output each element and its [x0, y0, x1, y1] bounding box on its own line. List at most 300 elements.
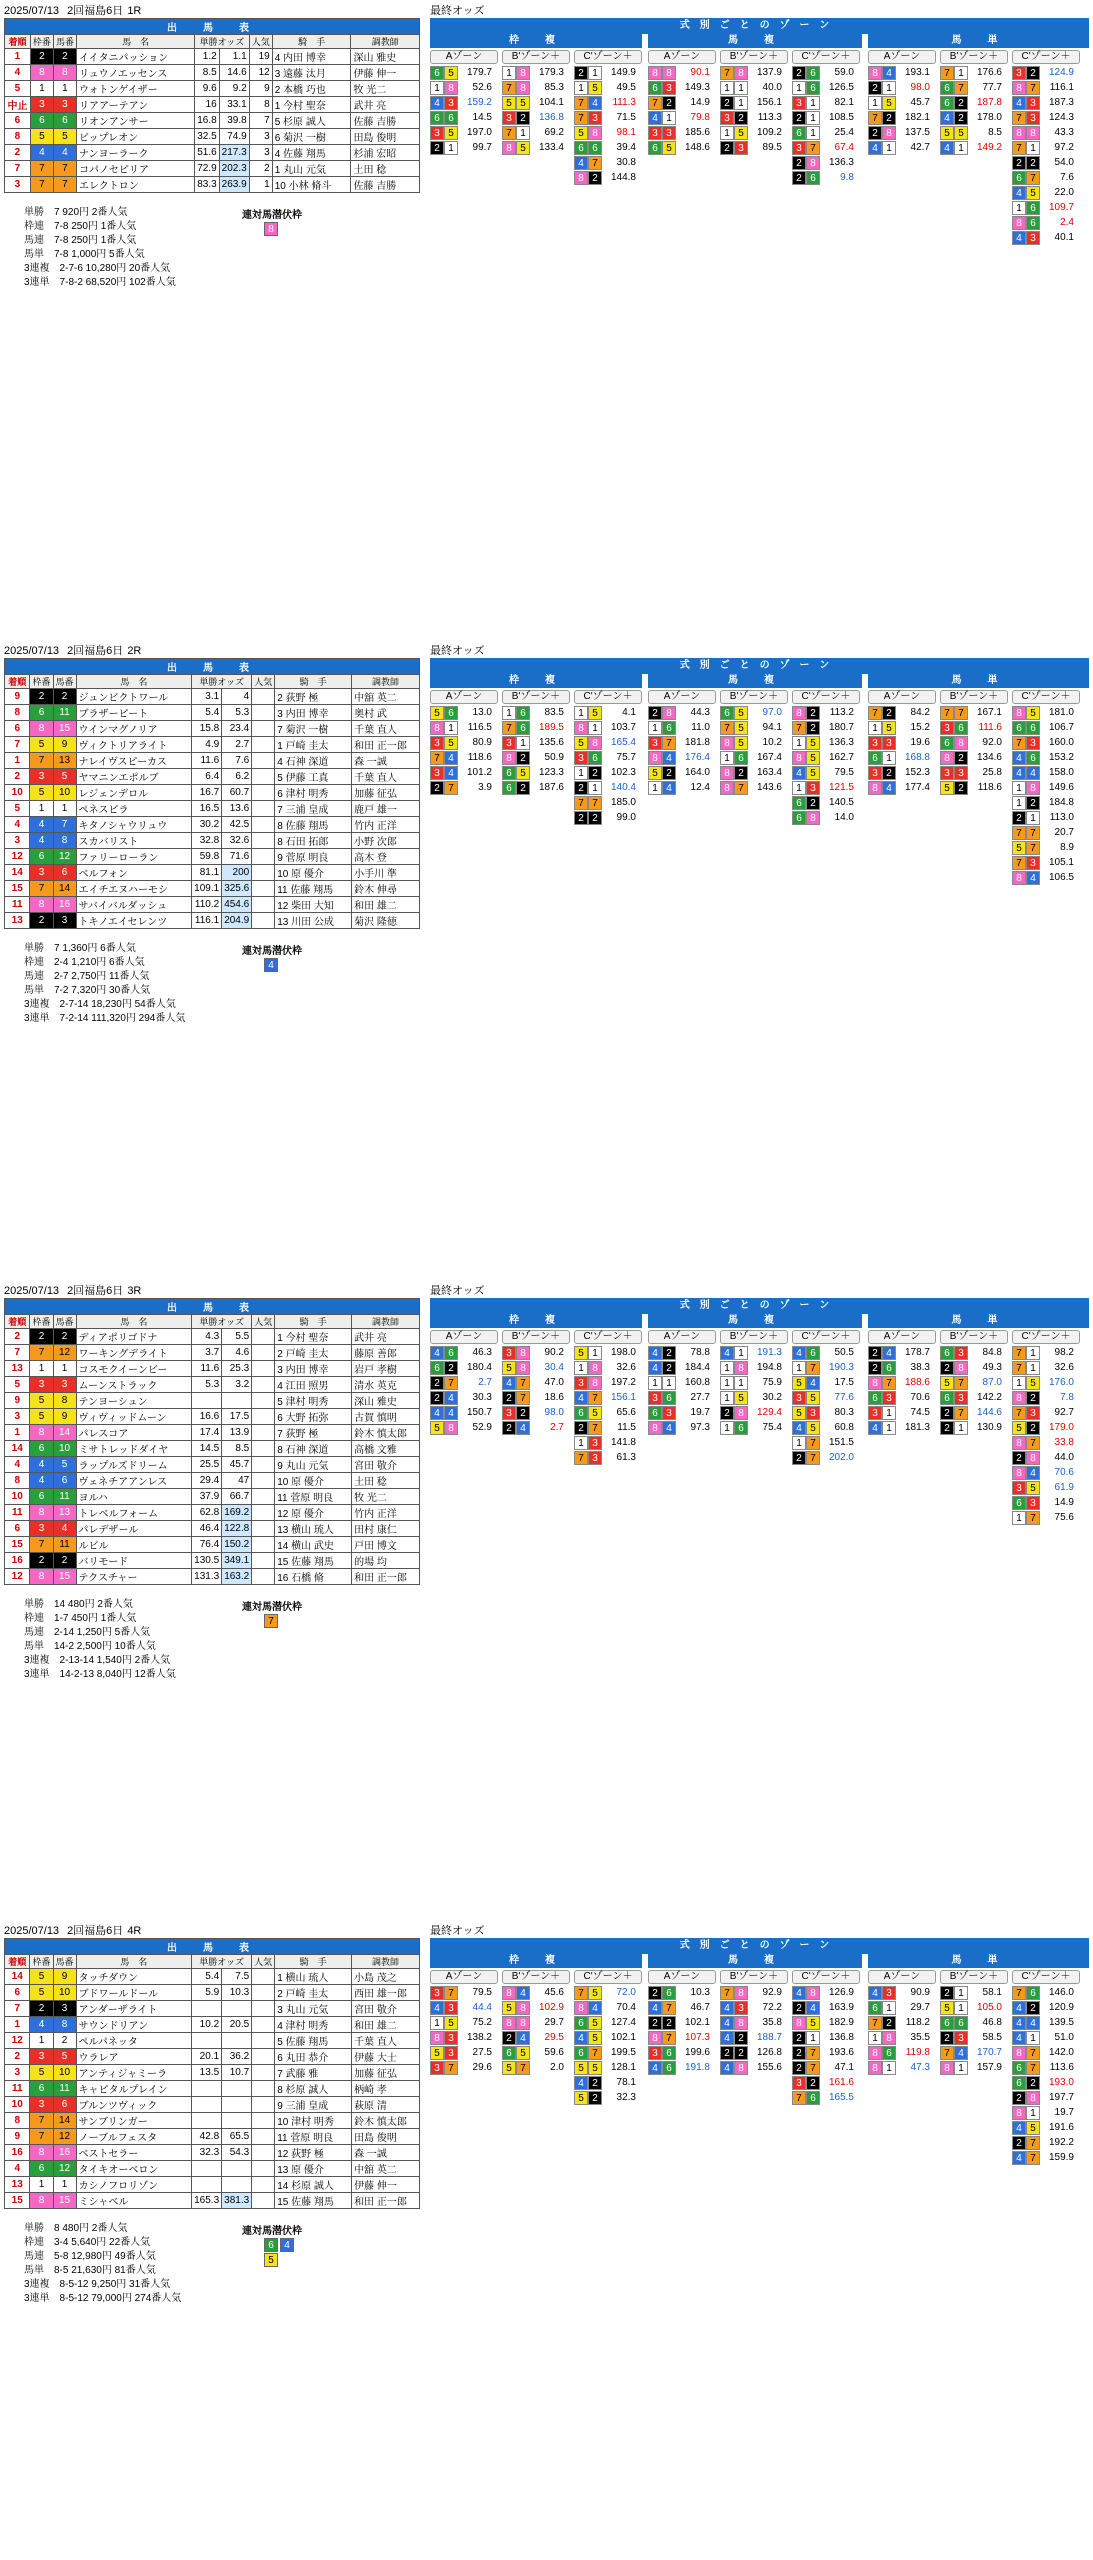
zone-pair-row: [430, 111, 494, 125]
pair-left-number: 8: [574, 171, 588, 185]
horse-row: [5, 2161, 420, 2177]
zone-pair-row: [574, 1986, 638, 2000]
zone-pair-row: [574, 2091, 638, 2105]
pair-right-number: 8: [806, 1986, 820, 2000]
zone-c-header-tan[interactable]: C'ゾーン＋: [1012, 1330, 1080, 1344]
zone-pair-row: [940, 751, 1004, 765]
zone-pair-row: [648, 781, 712, 795]
col-header-uma: 馬番: [53, 1955, 76, 1969]
pair-right-number: 1: [588, 781, 602, 795]
zone-pair-row: [430, 706, 494, 720]
zone-pair-row: [792, 1346, 856, 1360]
horse-number: 3: [53, 97, 76, 113]
pair-odds-value: 98.2: [1054, 1347, 1074, 1358]
pair-left-number: 6: [868, 2001, 882, 2015]
zone-a-header-uma[interactable]: Aゾーン: [648, 1330, 716, 1344]
pair-right-number: 2: [1026, 1391, 1040, 1405]
payout-line: 単勝 14 480円 2番人気: [24, 1599, 133, 1610]
zone-pair-row: [940, 1376, 1004, 1390]
pair-odds-value: 11.0: [691, 722, 710, 733]
zone-c-header-uma[interactable]: C'ゾーン＋: [792, 690, 860, 704]
zone-pair-row: [940, 2016, 1004, 2030]
zone-c-header-uma[interactable]: C'ゾーン＋: [792, 1330, 860, 1344]
zone-pair-row: [940, 126, 1004, 140]
finish-position: 12: [5, 849, 30, 865]
pair-left-number: 6: [792, 811, 806, 825]
pair-odds-value: 142.2: [976, 1392, 1002, 1403]
pair-odds-value: 19.7: [690, 1407, 710, 1418]
pair-right-number: 1: [806, 111, 820, 125]
pair-left-number: 4: [868, 141, 882, 155]
pair-odds-value: 25.4: [834, 127, 854, 138]
zone-c-header-waku[interactable]: C'ゾーン＋: [574, 690, 642, 704]
pair-right-number: 6: [806, 171, 820, 185]
finish-position: 8: [5, 705, 30, 721]
horse-row: [5, 1473, 420, 1489]
zone-pair-row: [792, 1361, 856, 1375]
popularity-rank: [252, 721, 275, 737]
trainer-name: 藤原 善郎: [352, 1345, 420, 1361]
zone-a-header-uma[interactable]: Aゾーン: [648, 50, 716, 64]
zone-pair-row: [868, 141, 932, 155]
zone-pair-row: [1012, 706, 1076, 720]
pair-odds-value: 187.6: [538, 782, 564, 793]
pair-right-number: 7: [444, 1986, 458, 2000]
pair-right-number: 7: [662, 2001, 676, 2015]
zone-pair-row: [792, 2031, 856, 2045]
pair-odds-value: 113.0: [1049, 812, 1074, 823]
odds-current: 325.6: [222, 881, 252, 897]
pair-left-number: 3: [502, 736, 516, 750]
zone-c-header-uma[interactable]: C'ゾーン＋: [792, 50, 860, 64]
pair-right-number: 3: [662, 81, 676, 95]
waku-number: 7: [30, 753, 53, 769]
pair-left-number: 2: [502, 1391, 516, 1405]
pair-odds-value: 46.3: [472, 1347, 492, 1358]
odds-current: 60.7: [222, 785, 252, 801]
zone-b-header-uma[interactable]: B'ゾーン＋: [720, 50, 788, 64]
jockey-name: 5 杉原 誠人: [272, 113, 351, 129]
pair-right-number: 5: [588, 1406, 602, 1420]
pair-right-number: 7: [516, 2061, 530, 2075]
latent-waku-label: 連対馬潜伏枠: [242, 1602, 302, 1613]
finish-position: 2: [5, 145, 31, 161]
horse-row: [5, 1441, 420, 1457]
col-header-waku: 枠番: [30, 675, 53, 689]
pair-odds-value: 118.6: [977, 782, 1002, 793]
pair-right-number: 2: [1026, 796, 1040, 810]
waku-number: 2: [30, 689, 53, 705]
zone-pair-row: [502, 2046, 566, 2060]
pair-odds-value: 162.7: [828, 752, 854, 763]
jockey-name: 6 丸田 恭介: [275, 2049, 352, 2065]
zone-pair-row: [792, 1406, 856, 1420]
jockey-name: 13 横山 琉人: [275, 1521, 352, 1537]
odds-current: 8.5: [222, 1441, 252, 1457]
zone-pair-row: [502, 1986, 566, 2000]
horse-number: 9: [53, 737, 76, 753]
pair-left-number: 4: [574, 156, 588, 170]
zone-a-header-tan[interactable]: Aゾーン: [868, 1970, 936, 1984]
pair-odds-value: 151.5: [828, 1437, 854, 1448]
zone-pair-row: [720, 1346, 784, 1360]
odds-current: 13.6: [222, 801, 252, 817]
pair-right-number: 1: [516, 126, 530, 140]
popularity-rank: [252, 1569, 275, 1585]
popularity-rank: [252, 1441, 275, 1457]
pair-odds-value: 98.0: [544, 1407, 564, 1418]
zone-b-header-waku[interactable]: B'ゾーン＋: [502, 690, 570, 704]
zone-a-header-uma[interactable]: Aゾーン: [648, 1970, 716, 1984]
odds-current: 163.2: [222, 1569, 252, 1585]
zone-b-header-uma[interactable]: B'ゾーン＋: [720, 690, 788, 704]
zone-pair-row: [648, 2031, 712, 2045]
horse-row: [5, 817, 420, 833]
finish-position: 5: [5, 1377, 30, 1393]
zone-pair-row: [648, 126, 712, 140]
odds-current: 65.5: [222, 2129, 252, 2145]
zone-pair-row: [940, 2061, 1004, 2075]
pair-right-number: 1: [882, 1421, 896, 1435]
pair-right-number: 3: [444, 96, 458, 110]
pair-odds-value: 126.5: [828, 82, 854, 93]
pair-odds-value: 90.2: [544, 1347, 564, 1358]
odds-morning: 25.5: [192, 1457, 222, 1473]
pair-odds-value: 158.0: [1048, 767, 1074, 778]
horse-name: キタノシャウリュウ: [76, 817, 192, 833]
odds-current: [222, 2097, 252, 2113]
pair-odds-value: 27.7: [690, 1392, 710, 1403]
pair-right-number: 8: [882, 2031, 896, 2045]
zone-pair-row: [868, 1346, 932, 1360]
waku-number: 1: [30, 801, 53, 817]
trainer-name: 和田 正一郎: [352, 1569, 420, 1585]
col-header-odds: 単勝オッズ: [192, 1955, 252, 1969]
horse-name: ヴェネチアアンレス: [76, 1473, 192, 1489]
zone-pair-row: [940, 1361, 1004, 1375]
pair-right-number: 2: [516, 111, 530, 125]
horse-name: ブラザーピート: [76, 705, 192, 721]
pair-odds-value: 32.6: [1054, 1362, 1074, 1373]
popularity-rank: [252, 1473, 275, 1489]
pair-left-number: 7: [1012, 826, 1026, 840]
payout-line: 3連複 8-5-12 9,250円 31番人気: [24, 2279, 171, 2290]
zone-b-header-tan[interactable]: B'ゾーン＋: [940, 690, 1008, 704]
pair-left-number: 8: [648, 2031, 662, 2045]
pair-odds-value: 149.2: [976, 142, 1002, 153]
pair-odds-value: 29.5: [544, 2032, 564, 2043]
odds-morning: 51.6: [195, 145, 219, 161]
zone-pair-row: [792, 1436, 856, 1450]
finish-position: 6: [5, 721, 30, 737]
pair-odds-value: 176.0: [1048, 1377, 1074, 1388]
odds-current: 17.5: [222, 1409, 252, 1425]
zone-pair-row: [502, 2061, 566, 2075]
pair-odds-value: 3.9: [478, 782, 492, 793]
pair-right-number: 4: [662, 1421, 676, 1435]
zone-b-header-waku[interactable]: B'ゾーン＋: [502, 1970, 570, 1984]
pair-left-number: 2: [574, 781, 588, 795]
pair-odds-value: 61.9: [1054, 1482, 1074, 1493]
race-number: 4R: [127, 1925, 142, 1937]
zone-pair-row: [1012, 201, 1076, 215]
jockey-name: 10 小林 脩斗: [272, 177, 351, 193]
pair-odds-value: 136.8: [828, 2032, 854, 2043]
zone-pair-row: [574, 766, 638, 780]
pair-left-number: 3: [868, 736, 882, 750]
pair-left-number: 1: [868, 2031, 882, 2045]
zone-c-header-tan[interactable]: C'ゾーン＋: [1012, 50, 1080, 64]
pair-left-number: 2: [1012, 2091, 1026, 2105]
zone-pair-row: [574, 81, 638, 95]
zone-c-header-tan[interactable]: C'ゾーン＋: [1012, 1970, 1080, 1984]
zone-c-header-uma[interactable]: C'ゾーン＋: [792, 1970, 860, 1984]
pair-odds-value: 20.7: [1054, 827, 1074, 838]
zone-b-header-tan[interactable]: B'ゾーン＋: [940, 1330, 1008, 1344]
odds-current: [222, 2113, 252, 2129]
zone-a-header-waku[interactable]: Aゾーン: [430, 1970, 498, 1984]
zone-pair-row: [868, 126, 932, 140]
pair-odds-value: 85.3: [544, 82, 564, 93]
finish-position: 4: [5, 817, 30, 833]
pair-left-number: 4: [430, 2001, 444, 2015]
pair-right-number: 4: [954, 2046, 968, 2060]
payout-line: 馬連 2-14 1,250円 5番人気: [24, 1627, 151, 1638]
horse-number: 5: [53, 2049, 76, 2065]
waku-number: 2: [30, 1329, 53, 1345]
zone-pair-row: [574, 126, 638, 140]
pair-left-number: 2: [792, 1451, 806, 1465]
pair-right-number: 8: [734, 2061, 748, 2075]
horse-name: ワーキングデライト: [76, 1345, 192, 1361]
popularity-rank: [252, 801, 275, 817]
pair-left-number: 6: [940, 1346, 954, 1360]
zone-c-header-tan[interactable]: C'ゾーン＋: [1012, 690, 1080, 704]
horse-row: [5, 129, 420, 145]
pair-odds-value: 184.4: [684, 1362, 710, 1373]
pair-left-number: 7: [648, 96, 662, 110]
zone-pair-row: [430, 1346, 494, 1360]
zone-c-header-waku[interactable]: C'ゾーン＋: [574, 50, 642, 64]
finish-position: 8: [5, 1473, 30, 1489]
jockey-name: 1 戸崎 圭太: [275, 737, 352, 753]
pair-odds-value: 71.5: [616, 112, 636, 123]
pair-left-number: 2: [430, 141, 444, 155]
pair-left-number: 2: [648, 1986, 662, 2000]
pair-odds-value: 58.1: [982, 1987, 1002, 1998]
waku-number: 3: [30, 2049, 53, 2065]
pair-odds-value: 187.3: [1048, 97, 1074, 108]
odds-current: 66.7: [222, 1489, 252, 1505]
pair-right-number: 4: [882, 781, 896, 795]
zone-pair-row: [940, 766, 1004, 780]
pair-left-number: 2: [648, 2016, 662, 2030]
horse-number: 13: [53, 1505, 76, 1521]
waku-number: 8: [30, 1425, 53, 1441]
pair-right-number: 1: [588, 66, 602, 80]
zone-b-header-waku[interactable]: B'ゾーン＋: [502, 50, 570, 64]
pair-odds-value: 176.6: [976, 67, 1002, 78]
zone-a-header-uma[interactable]: Aゾーン: [648, 690, 716, 704]
zone-group-uma: 馬 複: [648, 1954, 862, 1968]
trainer-name: 森 一誠: [352, 753, 420, 769]
pair-left-number: 8: [502, 1986, 516, 2000]
zone-pair-row: [574, 66, 638, 80]
pair-left-number: 2: [792, 171, 806, 185]
zone-pair-row: [502, 1346, 566, 1360]
pair-left-number: 8: [720, 781, 734, 795]
odds-morning: 62.8: [192, 1505, 222, 1521]
horse-number: 3: [53, 1377, 76, 1393]
pair-left-number: 1: [1012, 796, 1026, 810]
col-header-trainer: 調教師: [351, 35, 420, 49]
zone-pair-row: [574, 1451, 638, 1465]
pair-right-number: 2: [734, 2046, 748, 2060]
pair-right-number: 3: [882, 1986, 896, 2000]
popularity-rank: [252, 737, 275, 753]
pair-odds-value: 140.5: [828, 797, 854, 808]
pair-right-number: 4: [588, 96, 602, 110]
col-header-trainer: 調教師: [352, 1955, 420, 1969]
trainer-name: 土田 稔: [352, 1473, 420, 1489]
pair-right-number: 4: [1026, 766, 1040, 780]
horse-row: [5, 2049, 420, 2065]
zone-b-header-uma[interactable]: B'ゾーン＋: [720, 1970, 788, 1984]
jockey-name: 16 石橋 脩: [275, 1569, 352, 1585]
zone-c-header-waku[interactable]: C'ゾーン＋: [574, 1330, 642, 1344]
pair-right-number: 7: [588, 1421, 602, 1435]
pair-right-number: 5: [588, 81, 602, 95]
zone-a-header-tan[interactable]: Aゾーン: [868, 690, 936, 704]
pair-odds-value: 197.2: [610, 1377, 636, 1388]
horse-name: ファリーローラン: [76, 849, 192, 865]
pair-odds-value: 75.6: [1054, 1512, 1074, 1523]
pair-odds-value: 133.4: [538, 142, 564, 153]
zone-pair-row: [648, 1986, 712, 2000]
horse-number: 10: [53, 785, 76, 801]
pair-left-number: 1: [720, 1391, 734, 1405]
jockey-name: 8 杉原 誠人: [275, 2081, 352, 2097]
horse-number: 2: [53, 1329, 76, 1345]
jockey-name: 15 佐藤 翔馬: [275, 1553, 352, 1569]
pair-right-number: 1: [882, 2061, 896, 2075]
race-header: [4, 1922, 141, 1938]
popularity-rank: [252, 865, 275, 881]
horse-row: [5, 801, 420, 817]
race-meet: 2回福島6日: [67, 1285, 124, 1297]
odds-morning: [192, 2001, 222, 2017]
odds-current: [222, 2001, 252, 2017]
finish-position: 9: [5, 689, 30, 705]
pair-right-number: 1: [806, 96, 820, 110]
odds-morning: 17.4: [192, 1425, 222, 1441]
finish-position: 2: [5, 2049, 30, 2065]
pair-odds-value: 148.6: [684, 142, 710, 153]
pair-odds-value: 70.6: [1054, 1467, 1074, 1478]
zone-pair-row: [430, 1406, 494, 1420]
horse-name: カシノフロリゾン: [76, 2177, 192, 2193]
pair-left-number: 1: [792, 736, 806, 750]
finish-position: 3: [5, 833, 30, 849]
zone-b-header-tan[interactable]: B'ゾーン＋: [940, 1970, 1008, 1984]
pair-left-number: 3: [430, 766, 444, 780]
finish-position: 1: [5, 2017, 30, 2033]
race-meet: 2回福島6日: [67, 645, 124, 657]
zone-b-header-tan[interactable]: B'ゾーン＋: [940, 50, 1008, 64]
zone-pair-row: [1012, 66, 1076, 80]
pair-odds-value: 192.2: [1048, 2137, 1074, 2148]
zone-a-header-waku[interactable]: Aゾーン: [430, 690, 498, 704]
trainer-name: 深山 雅史: [352, 1393, 420, 1409]
zone-pair-row: [574, 1376, 638, 1390]
jockey-name: 7 菊沢 一樹: [275, 721, 352, 737]
odds-current: 381.3: [222, 2193, 252, 2209]
zone-group-tan: 馬 単: [868, 674, 1089, 688]
pair-left-number: 3: [1012, 66, 1026, 80]
zone-pair-row: [792, 1376, 856, 1390]
zone-pair-row: [430, 766, 494, 780]
zone-pair-row: [574, 721, 638, 735]
zone-c-header-waku[interactable]: C'ゾーン＋: [574, 1970, 642, 1984]
race-block: [0, 1280, 1093, 1900]
zone-a-header-waku[interactable]: Aゾーン: [430, 1330, 498, 1344]
pair-right-number: 1: [734, 81, 748, 95]
zone-b-header-waku[interactable]: B'ゾーン＋: [502, 1330, 570, 1344]
pair-left-number: 2: [648, 706, 662, 720]
latent-waku-label: 連対馬潜伏枠: [242, 2226, 302, 2237]
waku-number: 4: [30, 817, 53, 833]
finish-position: 4: [5, 1457, 30, 1473]
horse-number: 16: [53, 897, 76, 913]
zone-a-header-tan[interactable]: Aゾーン: [868, 50, 936, 64]
horse-row: [5, 2017, 420, 2033]
pair-left-number: 7: [574, 1986, 588, 2000]
trainer-name: 和田 正一郎: [352, 737, 420, 753]
zone-b-header-uma[interactable]: B'ゾーン＋: [720, 1330, 788, 1344]
waku-number: 4: [30, 145, 53, 161]
pair-left-number: 2: [792, 66, 806, 80]
pair-left-number: 8: [1012, 126, 1026, 140]
pair-left-number: 2: [940, 1406, 954, 1420]
horse-name: エイチエヌハーモシ: [76, 881, 192, 897]
col-header-name: 馬 名: [76, 35, 194, 49]
pair-right-number: 7: [734, 781, 748, 795]
pair-odds-value: 15.2: [910, 722, 930, 733]
waku-number: 6: [30, 705, 53, 721]
horse-name: ベルフォン: [76, 865, 192, 881]
horse-name: レジェンデロル: [76, 785, 192, 801]
odds-morning: 15.8: [192, 721, 222, 737]
horse-name: テクスチャー: [76, 1569, 192, 1585]
col-header-odds: 単勝オッズ: [195, 35, 250, 49]
pair-right-number: 7: [1026, 2151, 1040, 2165]
waku-number: 5: [30, 1409, 53, 1425]
trainer-name: 鈴木 慎太郎: [352, 2113, 420, 2129]
pair-left-number: 1: [720, 1361, 734, 1375]
pair-odds-value: 17.5: [834, 1377, 854, 1388]
finish-position: 11: [5, 1505, 30, 1521]
pair-odds-value: 50.9: [544, 752, 564, 763]
zone-a-header-waku[interactable]: Aゾーン: [430, 50, 498, 64]
jockey-name: 12 原 優介: [275, 1505, 352, 1521]
pair-odds-value: 98.0: [910, 82, 930, 93]
zone-a-header-tan[interactable]: Aゾーン: [868, 1330, 936, 1344]
zone-pair-row: [792, 156, 856, 170]
pair-odds-value: 92.7: [1054, 1407, 1074, 1418]
popularity-rank: [252, 2113, 275, 2129]
popularity-rank: 3: [249, 129, 272, 145]
pair-left-number: 7: [940, 66, 954, 80]
